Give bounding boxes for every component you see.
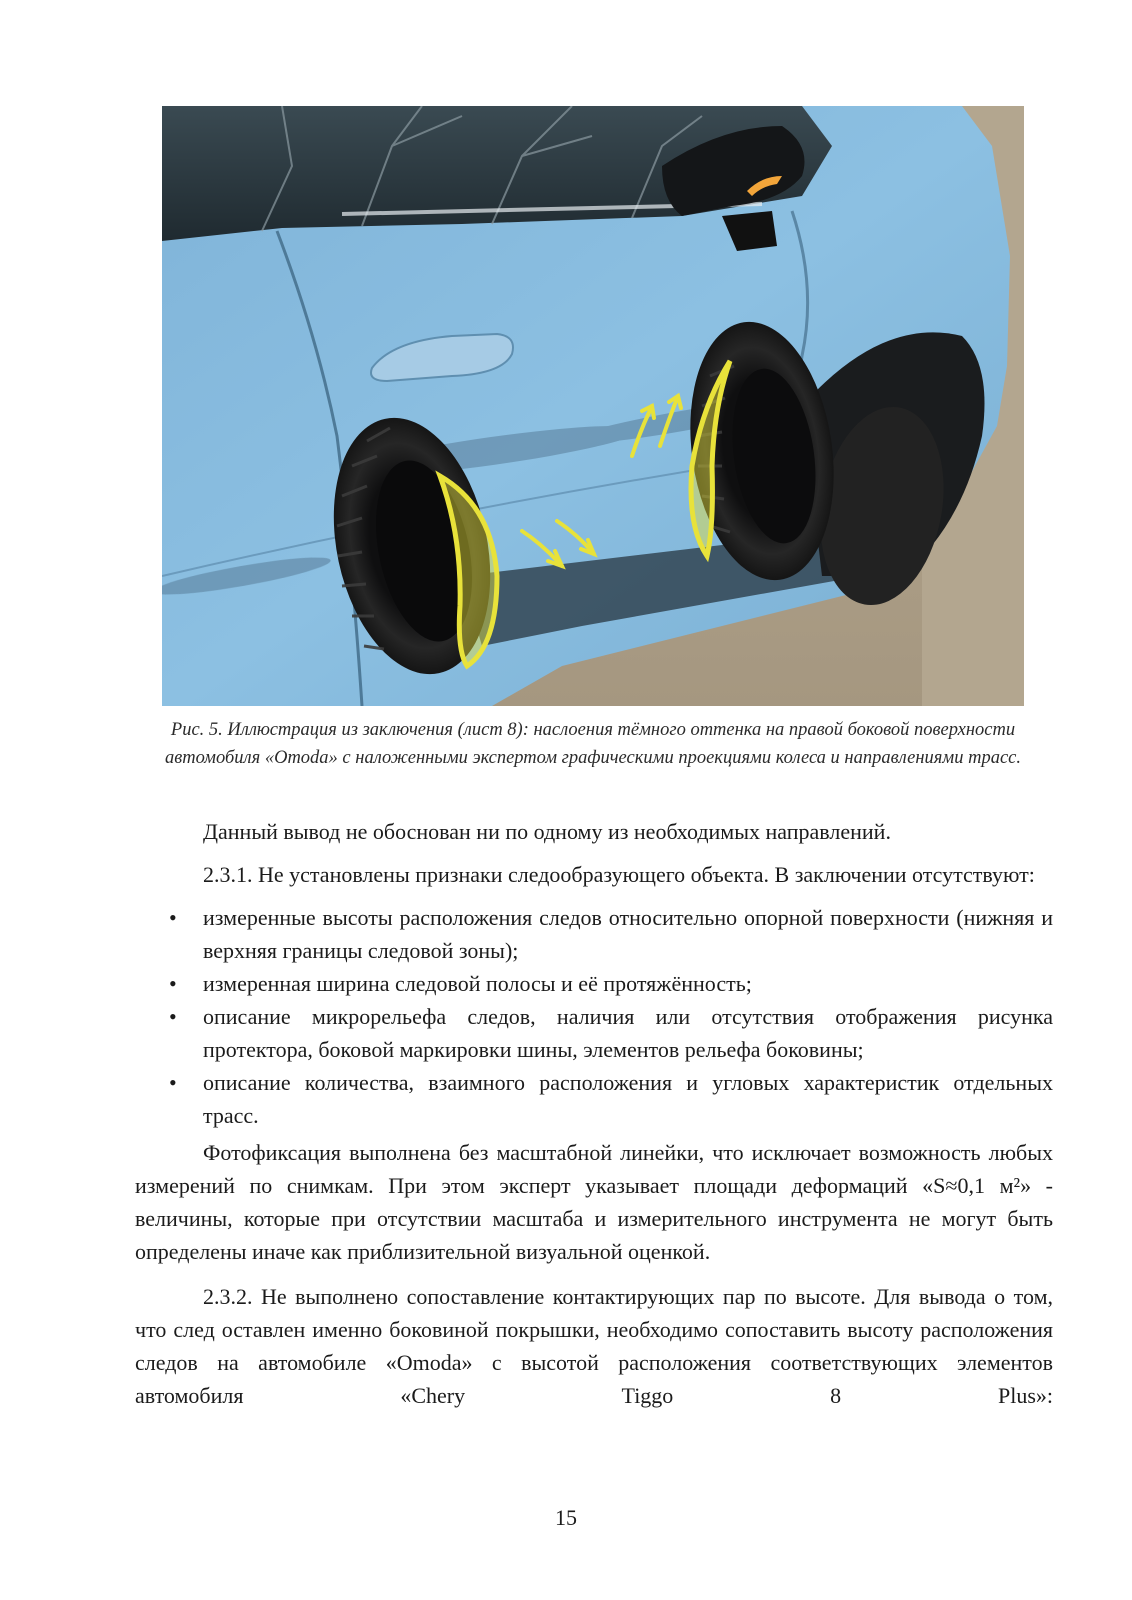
list-item: • описание микрорельефа следов, наличия или отсутствия отображения рисунка протектора, боковой маркировки шины, элементов рельефа боковины;	[135, 1000, 1053, 1066]
page-number: 15	[555, 1505, 577, 1530]
bullet-icon: •	[169, 1070, 177, 1095]
bullet-icon: •	[169, 1004, 177, 1029]
paragraph-conclusion: Данный вывод не обоснован ни по одному из необходимых направлений.	[203, 819, 891, 844]
bullet-icon: •	[169, 905, 177, 930]
car-side-photo	[162, 106, 1024, 706]
figure-caption: Рис. 5. Иллюстрация из заключения (лист 8): наслоения тёмного оттенка на правой боковой поверхности автомобиля «Omoda» с наложенными экспертом графическими проекциями колеса и направлениями трасс.	[164, 720, 1021, 768]
figure-photo	[162, 106, 1024, 706]
list-item: • описание количества, взаимного расположения и угловых характеристик отдельных трасс.	[135, 1066, 1053, 1132]
list-item: • измеренная ширина следовой полосы и её протяжённость;	[135, 967, 1053, 1000]
missing-items-list	[135, 901, 1053, 1132]
paragraph-2-3-1: 2.3.1. Не установлены признаки следообразующего объекта. В заключении отсутствуют:	[203, 862, 1035, 887]
main-text	[135, 815, 1053, 1412]
bullet-icon: •	[169, 971, 177, 996]
list-item: • измеренные высоты расположения следов относительно опорной поверхности (нижняя и верхняя границы следовой зоны);	[135, 901, 1053, 967]
paragraph-photofixation: Фотофиксация выполнена без масштабной линейки, что исключает возможность любых измерений по снимкам. При этом эксперт указывает площади деформаций «S≈0,1 м²» - величины, которые при отсутствии масштаба и измерительного инструмента не могут быть определены иначе как приблизительной визуальной оценкой.	[135, 1140, 1053, 1264]
paragraph-2-3-2: 2.3.2. Не выполнено сопоставление контактирующих пар по высоте. Для вывода о том, что след оставлен именно боковиной покрышки, необходимо сопоставить высоту расположения следов на автомобиле «Omoda» с высотой расположения соответствующих элементов автомобиля «Chery Tiggo 8 Plus»:	[135, 1284, 1053, 1408]
